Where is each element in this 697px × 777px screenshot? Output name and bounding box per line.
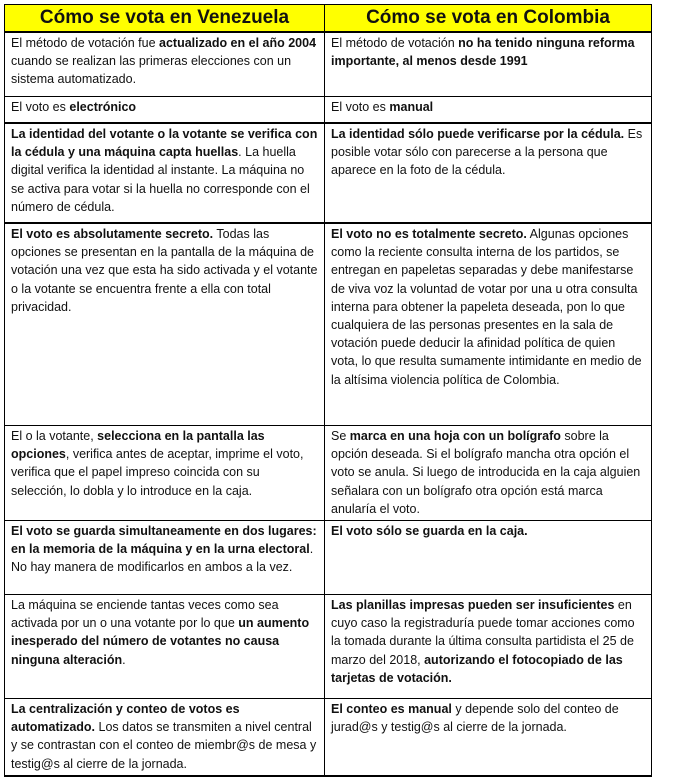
text-segment: .	[122, 652, 126, 667]
cell-venezuela	[5, 426, 325, 521]
text-segment: Algunas opciones como la reciente consulta interna de los partidos, se entregan en papeletas separadas y debe manifestarse de viva voz la voluntad de votar por una u otra consulta interna para obtener la papeleta deseada, pon lo que cualquiera de las personas presentes en la sala de votación puede deducir la afinidad política de quien vota, lo que resulta sumamente intimidante en medio de la altísima violencia política de Colombia.	[331, 227, 642, 387]
cell-venezuela	[5, 123, 325, 223]
cell-venezuela	[5, 699, 325, 776]
bold-text: El voto no es totalmente secreto.	[331, 227, 527, 241]
comparison-body	[5, 32, 652, 776]
bold-text: un aumento inesperado del número de votantes no causa ninguna alteración	[11, 616, 310, 667]
text-segment: Es posible votar sólo con parecerse a la persona que aparece en la foto de la cédula.	[331, 127, 643, 178]
bold-text: marca en una hoja con un bolígrafo	[349, 429, 561, 443]
table-row	[5, 699, 652, 776]
table-row	[5, 521, 652, 595]
text-segment: El o la votante,	[11, 429, 98, 443]
text-segment: La máquina se enciende tantas veces como sea activada por un o una votante por lo que	[11, 598, 279, 631]
bold-text: El voto se guarda simultaneamente en dos lugares: en la memoria de la máquina y en la urna electoral	[11, 524, 317, 557]
cell-colombia	[325, 595, 652, 699]
text-segment: Todas las opciones se presentan en la pantalla de la máquina de votación una vez que esta ha sido activada y el votante o la votante se encuentra frente a ella con total privacidad.	[11, 227, 318, 314]
bold-text: El conteo es manual	[331, 702, 452, 717]
bold-text: manual	[389, 100, 434, 114]
bold-text: no ha tenido ninguna reforma importante, al menos desde 1991	[331, 36, 635, 69]
text-segment: El método de votación	[331, 36, 459, 50]
bold-text: La identidad del votante o la votante se verifica con la cédula y una máquina capta huellas	[11, 127, 318, 160]
cell-venezuela	[5, 595, 325, 699]
cell-colombia	[325, 699, 652, 776]
cell-colombia	[325, 521, 652, 595]
table-row	[5, 223, 652, 426]
bold-text: El voto sólo se guarda en la caja.	[331, 524, 528, 539]
header-row	[5, 5, 652, 33]
cell-colombia	[325, 32, 652, 97]
text-segment: cuando se realizan las primeras elecciones con un sistema automatizado.	[11, 54, 292, 87]
cell-venezuela	[5, 97, 325, 124]
table-row	[5, 595, 652, 699]
text-segment: El método de votación fue	[11, 36, 160, 50]
text-segment: El voto es	[11, 100, 70, 114]
bold-text: selecciona en la pantalla las opciones	[11, 429, 265, 462]
text-segment: sobre la opción deseada. Si el bolígrafo mancha otra opción el voto se anula. Si luego de introducida en la caja alguien señalara con un bolígrafo otra opción está marca anularía el voto.	[331, 429, 641, 516]
cell-colombia	[325, 123, 652, 223]
bold-text: electrónico	[69, 100, 137, 114]
header-venezuela: Cómo se vota en Venezuela	[5, 5, 325, 33]
text-segment: . No hay manera de modificarlos en ambos a la vez.	[11, 542, 314, 575]
header-colombia: Cómo se vota en Colombia	[325, 5, 652, 33]
table-row	[5, 32, 652, 97]
cell-venezuela	[5, 223, 325, 426]
table-row	[5, 97, 652, 124]
cell-colombia	[325, 426, 652, 521]
text-segment: Los datos se transmiten a nivel central y se contrastan con el conteo de miembr@s de mesa y testig@s al cierre de la jornada.	[11, 720, 317, 771]
bold-text: La centralización y conteo de votos es automatizado.	[11, 702, 240, 735]
cell-colombia	[325, 97, 652, 124]
text-segment: Se	[331, 429, 350, 443]
table-row	[5, 426, 652, 521]
table-row	[5, 123, 652, 223]
bold-text: El voto es absolutamente secreto.	[11, 227, 214, 241]
text-segment: y depende solo del conteo de jurad@s y testig@s al cierre de la jornada.	[331, 702, 619, 735]
comparison-table	[4, 4, 652, 777]
bold-text: actualizado en el año 2004	[159, 36, 317, 50]
cell-venezuela	[5, 32, 325, 97]
text-segment: . La huella digital verifica la identidad al instante. La máquina no se activa para votar si la huella no corresponde con el número de cédula.	[11, 145, 310, 214]
text-segment: , verifica antes de aceptar, imprime el voto, verifica que el papel impreso coincida con su selección, lo dobla y lo introduce en la caja.	[11, 447, 304, 498]
cell-venezuela	[5, 521, 325, 595]
bold-text: autorizando el fotocopiado de las tarjetas de votación.	[331, 652, 623, 685]
text-segment: en cuyo caso la registraduría puede tomar acciones como la tomada durante la última consulta partidista el 25 de marzo del 2018,	[331, 598, 635, 667]
bold-text: La identidad sólo puede verificarse por la cédula.	[331, 127, 625, 141]
bold-text: Las planillas impresas pueden ser insuficientes	[331, 598, 615, 613]
cell-colombia	[325, 223, 652, 426]
text-segment: El voto es	[331, 100, 390, 114]
